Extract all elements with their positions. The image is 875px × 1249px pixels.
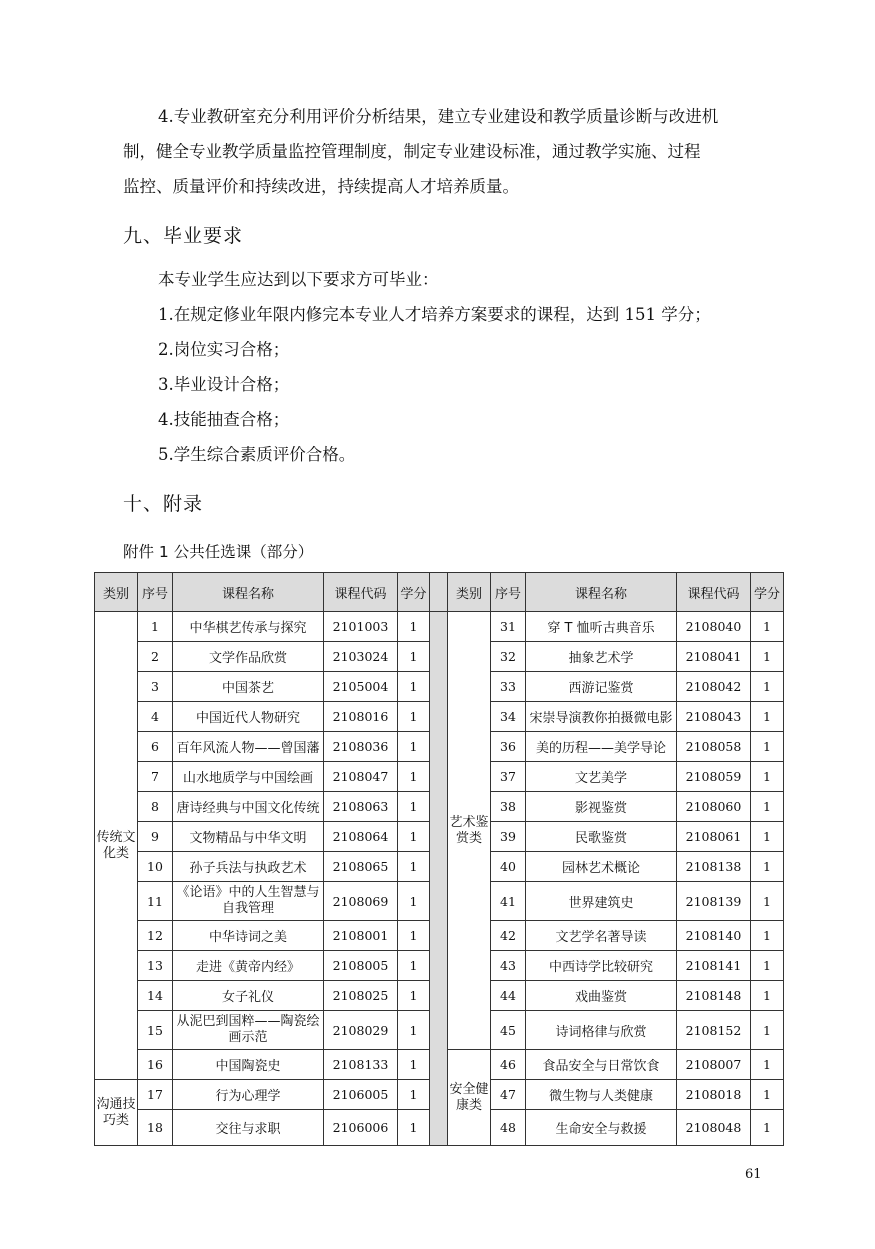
course-code-cell: 2108058	[677, 732, 751, 762]
credit-cell: 1	[751, 882, 784, 921]
course-name-cell: 西游记鉴赏	[526, 672, 677, 702]
credit-cell: 1	[751, 1050, 784, 1080]
graduation-item: 5.学生综合素质评价合格。	[158, 445, 356, 464]
table-header-row	[95, 573, 784, 612]
course-name-cell: 山水地质学与中国绘画	[173, 762, 324, 792]
course-name-cell: 中华诗词之美	[173, 921, 324, 951]
seq-cell: 13	[138, 951, 173, 981]
course-name-cell: 影视鉴赏	[526, 792, 677, 822]
course-code-cell: 2108029	[324, 1011, 398, 1050]
course-name-cell: 食品安全与日常饮食	[526, 1050, 677, 1080]
course-name-cell: 唐诗经典与中国文化传统	[173, 792, 324, 822]
seq-cell: 2	[138, 642, 173, 672]
graduation-item: 2.岗位实习合格；	[158, 340, 290, 359]
course-code-cell: 2108059	[677, 762, 751, 792]
course-code-cell: 2108152	[677, 1011, 751, 1050]
credit-cell: 1	[398, 672, 430, 702]
paragraph-line: 制，健全专业教学质量监控管理制度，制定专业建设标准，通过教学实施、过程	[123, 142, 701, 161]
course-code-cell: 2108001	[324, 921, 398, 951]
header-credit: 学分	[398, 573, 430, 612]
credit-cell: 1	[751, 852, 784, 882]
seq-cell: 32	[491, 642, 526, 672]
category-cell: 艺术鉴赏类	[448, 612, 491, 1050]
credit-cell: 1	[751, 642, 784, 672]
graduation-item: 4.技能抽查合格；	[158, 410, 290, 429]
course-name-cell: 中国陶瓷史	[173, 1050, 324, 1080]
credit-cell: 1	[751, 762, 784, 792]
seq-cell: 47	[491, 1080, 526, 1110]
credit-cell: 1	[751, 732, 784, 762]
course-code-cell: 2101003	[324, 612, 398, 642]
course-name-cell: 《论语》中的人生智慧与自我管理	[173, 882, 324, 921]
course-code-cell: 2108061	[677, 822, 751, 852]
credit-cell: 1	[398, 732, 430, 762]
paragraph-line: 监控、质量评价和持续改进，持续提高人才培养质量。	[123, 177, 519, 196]
course-code-cell: 2108047	[324, 762, 398, 792]
course-name-cell: 微生物与人类健康	[526, 1080, 677, 1110]
course-code-cell: 2108148	[677, 981, 751, 1011]
seq-cell: 1	[138, 612, 173, 642]
course-name-cell: 世界建筑史	[526, 882, 677, 921]
credit-cell: 1	[398, 1050, 430, 1080]
seq-cell: 36	[491, 732, 526, 762]
header-category: 类别	[95, 573, 138, 612]
seq-cell: 6	[138, 732, 173, 762]
graduation-item: 3.毕业设计合格；	[158, 375, 290, 394]
header-course-name: 课程名称	[173, 573, 324, 612]
credit-cell: 1	[398, 612, 430, 642]
seq-cell: 10	[138, 852, 173, 882]
course-code-cell: 2108005	[324, 951, 398, 981]
seq-cell: 12	[138, 921, 173, 951]
credit-cell: 1	[398, 951, 430, 981]
course-name-cell: 美的历程——美学导论	[526, 732, 677, 762]
course-name-cell: 诗词格律与欣赏	[526, 1011, 677, 1050]
seq-cell: 38	[491, 792, 526, 822]
credit-cell: 1	[398, 702, 430, 732]
seq-cell: 46	[491, 1050, 526, 1080]
course-name-cell: 园林艺术概论	[526, 852, 677, 882]
credit-cell: 1	[751, 822, 784, 852]
seq-cell: 9	[138, 822, 173, 852]
course-name-cell: 百年风流人物——曾国藩	[173, 732, 324, 762]
seq-cell: 16	[138, 1050, 173, 1080]
seq-cell: 44	[491, 981, 526, 1011]
seq-cell: 42	[491, 921, 526, 951]
header-category: 类别	[448, 573, 491, 612]
course-name-cell: 民歌鉴赏	[526, 822, 677, 852]
seq-cell: 7	[138, 762, 173, 792]
course-code-cell: 2108140	[677, 921, 751, 951]
course-code-cell: 2108016	[324, 702, 398, 732]
course-name-cell: 抽象艺术学	[526, 642, 677, 672]
header-course-code: 课程代码	[324, 573, 398, 612]
credit-cell: 1	[751, 1080, 784, 1110]
seq-cell: 8	[138, 792, 173, 822]
course-name-cell: 走进《黄帝内经》	[173, 951, 324, 981]
credit-cell: 1	[398, 981, 430, 1011]
credit-cell: 1	[751, 792, 784, 822]
seq-cell: 39	[491, 822, 526, 852]
header-course-name: 课程名称	[526, 573, 677, 612]
course-code-cell: 2108042	[677, 672, 751, 702]
credit-cell: 1	[398, 1011, 430, 1050]
section-heading-appendix: 十、附录	[123, 493, 204, 515]
course-code-cell: 2108133	[324, 1050, 398, 1080]
course-code-cell: 2106005	[324, 1080, 398, 1110]
category-cell: 传统文化类	[95, 612, 138, 1080]
seq-cell: 15	[138, 1011, 173, 1050]
course-name-cell: 行为心理学	[173, 1080, 324, 1110]
seq-cell: 40	[491, 852, 526, 882]
credit-cell: 1	[398, 762, 430, 792]
credit-cell: 1	[398, 822, 430, 852]
graduation-item: 1.在规定修业年限内修完本专业人才培养方案要求的课程，达到 151 学分；	[158, 305, 711, 324]
seq-cell: 34	[491, 702, 526, 732]
course-name-cell: 宋崇导演教你拍摄微电影	[526, 702, 677, 732]
seq-cell: 45	[491, 1011, 526, 1050]
category-cell: 安全健康类	[448, 1050, 491, 1146]
section-heading-graduation: 九、毕业要求	[123, 225, 244, 247]
course-code-cell: 2108063	[324, 792, 398, 822]
credit-cell: 1	[751, 921, 784, 951]
header-course-code: 课程代码	[677, 573, 751, 612]
seq-cell: 41	[491, 882, 526, 921]
seq-cell: 48	[491, 1110, 526, 1146]
course-code-cell: 2108025	[324, 981, 398, 1011]
seq-cell: 11	[138, 882, 173, 921]
course-name-cell: 女子礼仪	[173, 981, 324, 1011]
seq-cell: 4	[138, 702, 173, 732]
credit-cell: 1	[751, 612, 784, 642]
graduation-intro: 本专业学生应达到以下要求方可毕业：	[158, 270, 439, 289]
course-code-cell: 2108069	[324, 882, 398, 921]
course-name-cell: 中西诗学比较研究	[526, 951, 677, 981]
credit-cell: 1	[398, 921, 430, 951]
credit-cell: 1	[751, 981, 784, 1011]
seq-cell: 3	[138, 672, 173, 702]
course-code-cell: 2106006	[324, 1110, 398, 1146]
course-code-cell: 2105004	[324, 672, 398, 702]
credit-cell: 1	[398, 792, 430, 822]
gap-column	[430, 612, 448, 1146]
credit-cell: 1	[751, 1011, 784, 1050]
category-cell: 沟通技巧类	[95, 1080, 138, 1146]
credit-cell: 1	[398, 1110, 430, 1146]
page-number: 61	[745, 1167, 762, 1182]
seq-cell: 31	[491, 612, 526, 642]
header-seq: 序号	[138, 573, 173, 612]
course-code-cell: 2108060	[677, 792, 751, 822]
course-code-cell: 2108138	[677, 852, 751, 882]
course-name-cell: 穿 T 恤听古典音乐	[526, 612, 677, 642]
course-code-cell: 2108018	[677, 1080, 751, 1110]
course-name-cell: 从泥巴到国粹——陶瓷绘画示范	[173, 1011, 324, 1050]
course-name-cell: 孙子兵法与执政艺术	[173, 852, 324, 882]
credit-cell: 1	[751, 1110, 784, 1146]
course-code-cell: 2108041	[677, 642, 751, 672]
credit-cell: 1	[398, 642, 430, 672]
course-code-cell: 2108048	[677, 1110, 751, 1146]
course-name-cell: 中华棋艺传承与探究	[173, 612, 324, 642]
credit-cell: 1	[751, 951, 784, 981]
credit-cell: 1	[751, 672, 784, 702]
credit-cell: 1	[398, 852, 430, 882]
course-name-cell: 文艺美学	[526, 762, 677, 792]
course-name-cell: 中国茶艺	[173, 672, 324, 702]
course-code-cell: 2108043	[677, 702, 751, 732]
paragraph-line: 4.专业教研室充分利用评价分析结果，建立专业建设和教学质量诊断与改进机	[158, 107, 719, 126]
course-code-cell: 2108007	[677, 1050, 751, 1080]
course-name-cell: 中国近代人物研究	[173, 702, 324, 732]
seq-cell: 37	[491, 762, 526, 792]
course-name-cell: 文学作品欣赏	[173, 642, 324, 672]
seq-cell: 43	[491, 951, 526, 981]
course-code-cell: 2103024	[324, 642, 398, 672]
credit-cell: 1	[398, 1080, 430, 1110]
course-name-cell: 文物精品与中华文明	[173, 822, 324, 852]
seq-cell: 18	[138, 1110, 173, 1146]
table-caption: 附件 1 公共任选课（部分）	[123, 543, 314, 561]
course-code-cell: 2108040	[677, 612, 751, 642]
course-code-cell: 2108139	[677, 882, 751, 921]
course-code-cell: 2108036	[324, 732, 398, 762]
course-code-cell: 2108064	[324, 822, 398, 852]
seq-cell: 14	[138, 981, 173, 1011]
course-code-cell: 2108141	[677, 951, 751, 981]
table-row	[95, 612, 784, 642]
header-credit: 学分	[751, 573, 784, 612]
credit-cell: 1	[751, 702, 784, 732]
header-gap	[430, 573, 448, 612]
course-name-cell: 戏曲鉴赏	[526, 981, 677, 1011]
elective-course-table	[94, 572, 784, 1146]
course-name-cell: 生命安全与救援	[526, 1110, 677, 1146]
course-code-cell: 2108065	[324, 852, 398, 882]
course-name-cell: 交往与求职	[173, 1110, 324, 1146]
seq-cell: 33	[491, 672, 526, 702]
course-name-cell: 文艺学名著导读	[526, 921, 677, 951]
seq-cell: 17	[138, 1080, 173, 1110]
credit-cell: 1	[398, 882, 430, 921]
header-seq: 序号	[491, 573, 526, 612]
